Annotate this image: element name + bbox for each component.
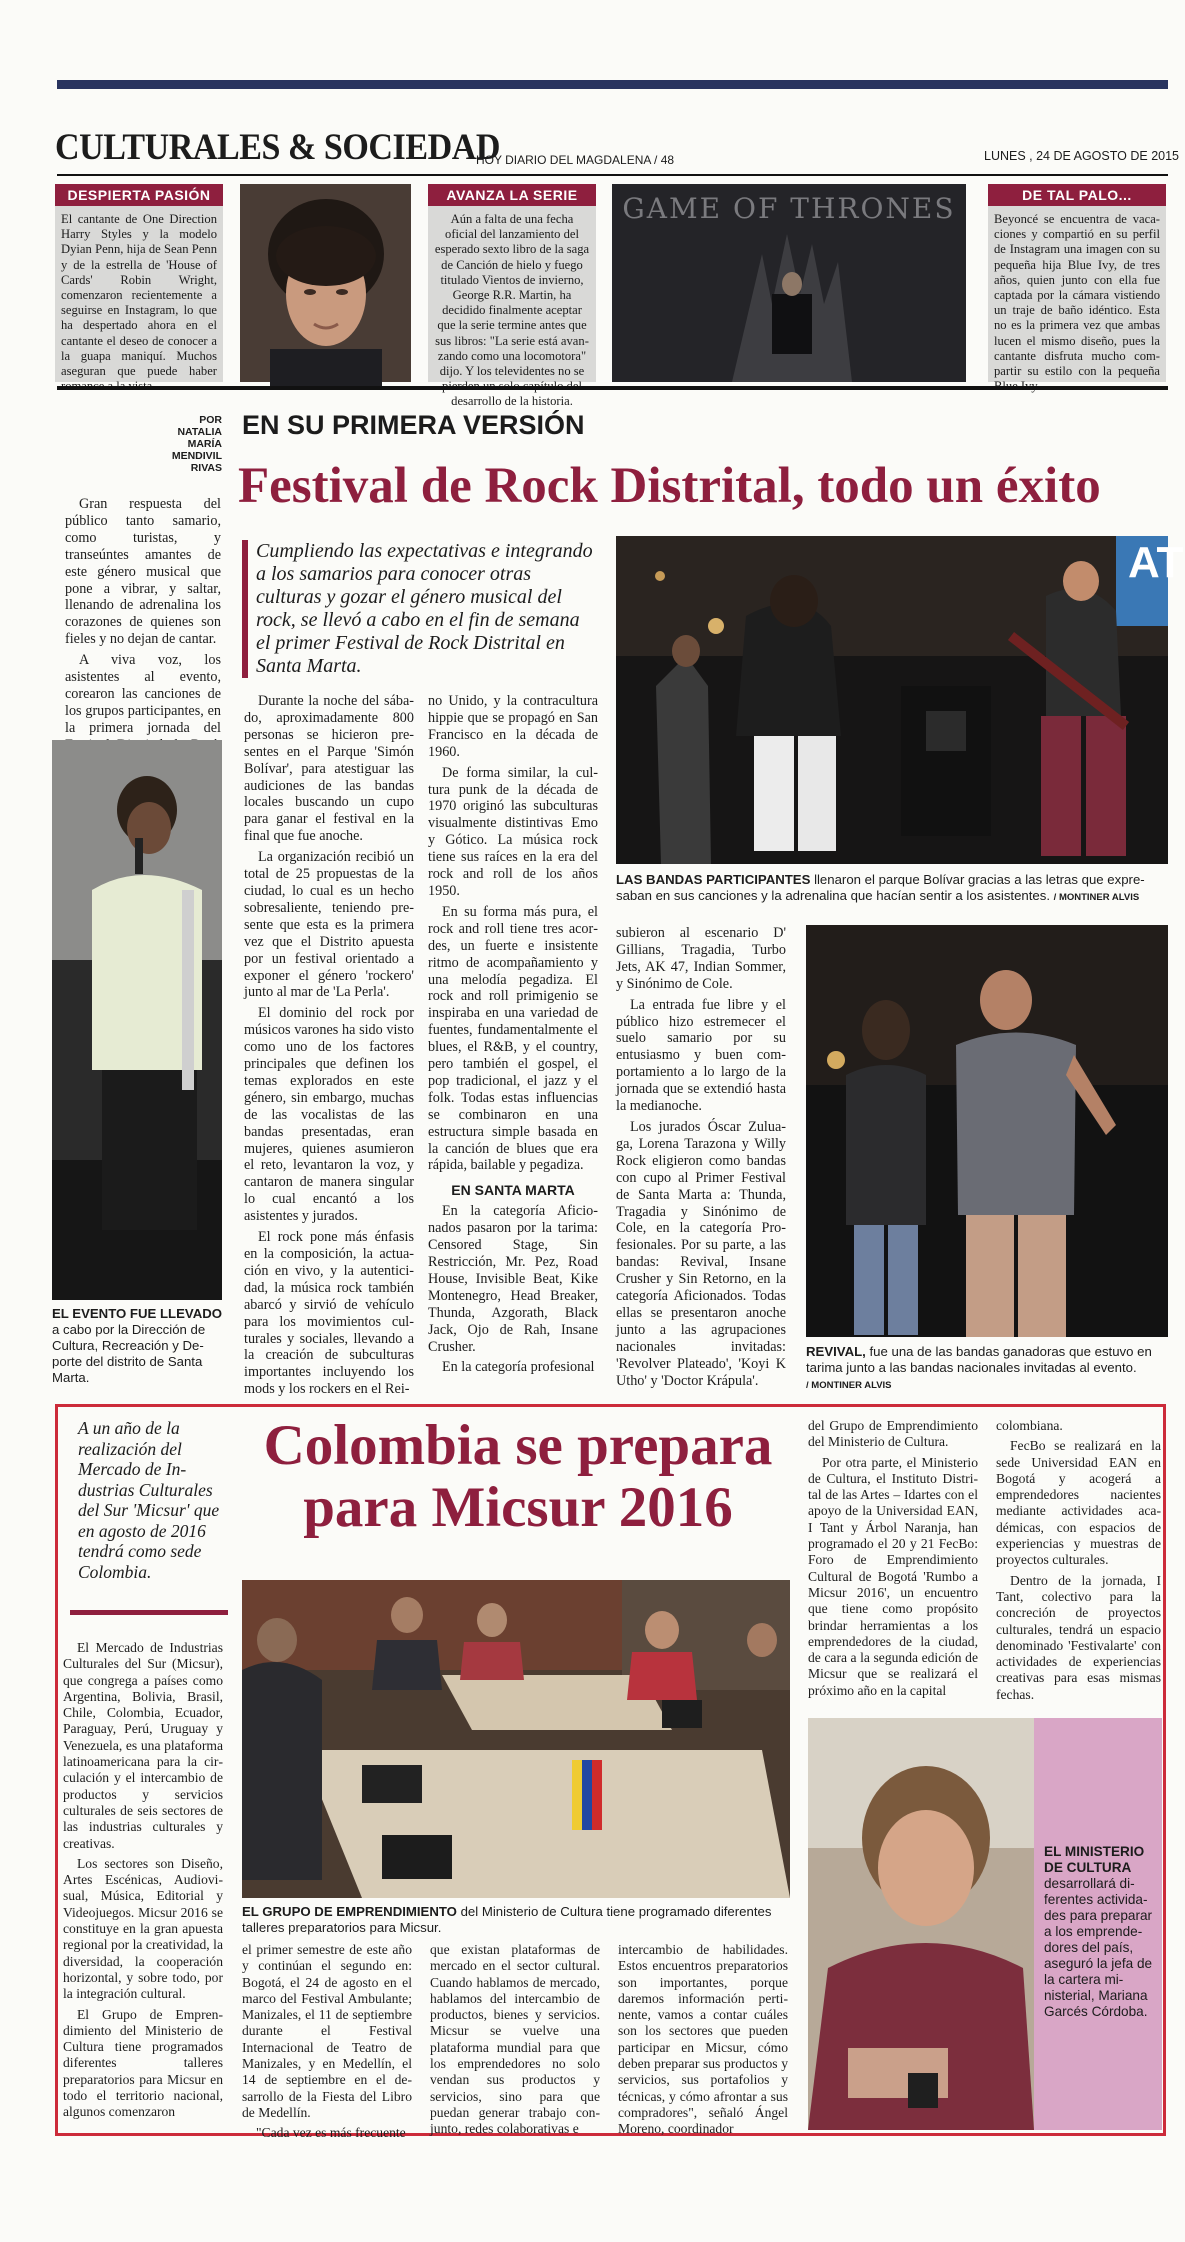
minister-photo <box>808 1718 1034 2130</box>
body-paragraph: Durante la noche del sábado, aproximadamente 800 personas se hicieron presentes en el Parque 'Simón Bolívar', para atestiguar las audiciones de las bandas locales buscando un cupo para ganar el festival en la final que fue anoche. <box>244 693 414 845</box>
caption-right <box>806 1344 1168 1394</box>
body-paragraph: En su forma más pura, el rock and roll tiene tres acordes, un fuerte e insistente ritmo de acompañamiento y una melodía pegadiza. El rock and roll primigenio se inspiraba en una variedad de fuentes, fundamentalmente el blues, el R&B, y el country, pero también el gospel, el pop tradicional, el jazz y el folk. Todas estas influencias se combinaron en una estructura simple basada en la canción de blues que era rápida, bailable y pegadiza. <box>428 903 598 1174</box>
byline: POR NATALIA MARÍA MENDIVIL RIVAS <box>171 414 222 474</box>
caption-top-text: llenaron el parque Bolívar gracias a las letras que expresaban en sus canciones y la adrenalina que hacían sentir a los asistentes. <box>616 872 1145 903</box>
kicker: EN SU PRIMERA VERSIÓN <box>242 410 585 440</box>
header-rule <box>57 174 1168 176</box>
body-paragraph: El rock pone más énfasis en la composición, la actuación en vivo, y la autenticidad, la música rock también abarcó y sirvió de vehículo para los movimientos culturales y sociales, llevando a la creación de subculturas importantes incluyendo los mods y los rockers en el Rei- <box>244 1229 414 1398</box>
teaser-3-title: DE TAL PALO... <box>988 184 1166 206</box>
article2-col-left <box>63 1640 223 2125</box>
body-paragraph: La entrada fue libre y el público hizo estremecer el suelo samario por su entusiasmo y buen comportamiento a lo largo de la jornada que se extendió hasta la medianoche. <box>616 996 786 1115</box>
minister-caption-box <box>1034 1718 1162 2130</box>
article2-title-line1: Colombia se prepara <box>263 1414 773 1477</box>
article2-col-a <box>242 1942 412 2146</box>
body-paragraph: que existan plataformas de mercado en el sector cultural. Cuando hablamos de mercado, hablamos del intercambio de productos, bienes y servicios. Micsur se vuelve una plataforma mundial para que los emprendedores no solo vendan sus productos y servicios, sino para que puedan generar trabajo conjunto, redes colaborativas e <box>430 1942 600 2137</box>
section-title: CULTURALES & SOCIEDAD <box>55 127 500 168</box>
article2-col-c <box>618 1942 788 2142</box>
caption-woman-text: desarrollará diferentes actividades para preparar a los emprendedores del país, aseguró la jefa de la cartera ministerial, Mariana Garcés Córdoba. <box>1044 1876 1153 2019</box>
teaser-rule <box>57 386 1168 390</box>
caption-meeting-text: del Ministerio de Cultura tiene programado diferentes talleres preparatorios para Micsur. <box>242 1904 772 1935</box>
caption-top <box>616 872 1168 906</box>
caption-left-text: a cabo por la Dirección de Cultura, Recreación y Deporte del distrito de Santa Marta. <box>52 1322 206 1385</box>
article1-intro <box>65 496 221 775</box>
photo-credit: / MONTINER ALVIS <box>1053 892 1140 903</box>
teaser-2-text: Aún a falta de una fecha oficial del lanzamiento del esperado sexto libro de la saga de Canción de hielo y fuego titulado Vientos de invierno, George R.R. Martin, ha decidido finalmente aceptar que la serie termine antes que sus libros: "La serie está avanzando como una locomotora" dijo. Y los televidentes no se desarrollo de la historia. <box>428 206 596 382</box>
article1-title: Festival de Rock Distrital, todo un éxito <box>238 458 1101 514</box>
article2-col-d <box>808 1418 978 1703</box>
teaser-1 <box>55 184 223 380</box>
caption-left <box>52 1306 224 1386</box>
subhead: EN SANTA MARTA <box>451 1182 575 1199</box>
body-paragraph: El Mercado de Industrias Culturales del Sur (Micsur), que congrega a países como Argentina, Bolivia, Brasil, Chile, Colombia, Ecuador, Paraguay, Perú, Uruguay y Venezuela, es una plataforma latinoamericana para la circulación y el intercambio de productos y servicios culturales de seis sectores de las industrias culturales y creativas. <box>63 1640 223 1851</box>
body-paragraph: "Cada vez es más frecuente <box>256 2125 406 2141</box>
body-paragraph: Dentro de la jornada, I Tant, colectivo para la concreción de proyectos culturales, tendrá un espacio denominado 'Festivalarte' con actividades de experiencias creativas para esas mismas fechas. <box>996 1572 1161 1702</box>
singer-left-photo <box>52 740 222 1300</box>
teaser-3-text: Beyoncé se encuentra de vacaciones y compartió en su perfil de Instagram una imagen con su pequeña hija Blue Ivy, de tres años, quien junto con ella fue captada por la cámara vistiendo un traje de baño idéntico. Esta no es la primera vez que ambas lucen el mismo diseño, pues la cantante disfruta mucho compartir su estilo con la pequeña <box>988 206 1166 382</box>
harry-styles-photo <box>240 184 411 382</box>
caption-right-lead: REVIVAL, <box>806 1344 866 1359</box>
body-paragraph: De forma similar, la cultura punk de la década de 1970 originó las subculturas visualmente distintivas Emo y Gótico. La música rock tiene sus raíces en la era del rock and roll de los años 1950. <box>428 764 598 899</box>
article1-deck: Cumpliendo las expectativas e integrando a los samarios para conocer otras culturas y gozar el género musical del rock, se llevó a cabo en el fin de semana el primer Festival de Rock Distrital en Santa Marta. <box>256 540 593 677</box>
deck-bar <box>242 540 248 678</box>
article1-col1 <box>244 693 414 1402</box>
got-logo: GAME OF THRONES <box>622 192 956 225</box>
body-paragraph: El dominio del rock por músicos varones ha sido visto como uno de los factores principales que definen los temas explorados en este género, sin embargo, muchas de las vocalistas de las bandas presentadas, eran mujeres, quienes asumieron el reto, levantaron la voz, y cantaron de manera singular lo cual encantó a los asistentes y jurados. <box>244 1005 414 1225</box>
body-paragraph: El Grupo de Emprendimiento del Ministerio de Cultura tiene programados diferentes talleres preparatorios para Micsur en todo el territorio nacional, algunos comenzaron <box>63 2006 223 2120</box>
body-paragraph: colombiana. <box>996 1418 1063 1433</box>
caption-meeting <box>242 1904 790 1936</box>
caption-woman-lead: EL MINISTERIO DE CULTURA <box>1044 1844 1145 1875</box>
issue-date: LUNES , 24 DE AGOSTO DE 2015 <box>984 149 1179 163</box>
body-paragraph: Por otra parte, el Ministerio de Cultura, el Instituto Distrital de las Artes – Idartes con el apoyo de la Universidad EAN, I Tant y Árbol Naranja, han programado el 20 y 21 FecBo: Foro de Emprendimiento Cultural de Bogotá 'Rumbo a Micsur 2016', un encuentro que tiene como propósito brindar herramientas a los emprendedores de la ciudad, de cara a la segunda edición de Micsur que se realizará el próximo año en la capital <box>808 1454 978 1698</box>
body-paragraph: Los jurados Óscar Zuluaga, Lorena Tarazona y Willy Rock eligieron como bandas con cupo al Primer Festival de Santa Marta a: Thunda, Tragadia y Sinónimo de Cole, en la categoría Profesionales. Por su parte, a las bandas: Revival, Insane Crusher y Sin Retorno, en la categoría Aficionados. Todas ellas se presentaron anoche junto a las agrupaciones nacionales invitadas: 'Revolver Plateado', 'Koyi K Utho' y 'Doctor Krápula'. <box>616 1118 786 1389</box>
paper-name: HOY DIARIO DEL MAGDALENA / 48 <box>476 153 675 167</box>
game-of-thrones-photo <box>612 184 966 382</box>
banner-text: AT <box>1128 538 1184 587</box>
meeting-photo <box>242 1580 790 1898</box>
teaser-2-title: AVANZA LA SERIE <box>428 184 596 206</box>
body-paragraph: no Unido, y la contracultura hippie que se propagó en San Francisco en la década de 1960. <box>428 693 598 760</box>
body-paragraph: FecBo se realizará en la sede Universidad EAN en Bogotá y acogerá a emprendedores nacientes mediante actividades académicas, con espacios de experiencias y muestras de proyectos culturales. <box>996 1438 1161 1568</box>
photo-credit: / MONTINER ALVIS <box>806 1380 892 1391</box>
intro-paragraph: A viva voz, los asistentes al evento, corearon las canciones de los grupos participantes, en la primera jornada del <box>65 652 221 736</box>
intro-paragraph: Gran respuesta del público tanto samario, como turistas, y transeúntes amantes de este género musical que pone a vibrar, y saltar, llenando de adrenalina los corazones de quienes son fieles y no dejan de cantar. <box>65 496 221 648</box>
body-paragraph: La organización recibió un total de 25 propuestas de la ciudad, lo cual es un hecho sobresaliente, teniendo presente que esta es la primera vez que el Distrito apuesta por un festival orientado a exponer el género 'rockero' junto al mar de 'La Perla'. <box>244 849 414 1001</box>
teaser-2 <box>428 184 596 409</box>
caption-meeting-lead: EL GRUPO DE EMPRENDIMIENTO <box>242 1904 457 1919</box>
article1-col2 <box>428 693 598 1380</box>
caption-left-lead: EL EVENTO FUE LLEVADO <box>52 1306 222 1321</box>
body-paragraph: el primer semestre de este año y continúan el segundo en: Bogotá, el 24 de agosto en el marco del Festival Ambulante; Manizales, el 11 de septiembre durante el Festival Internacional de Teatro de Manizales, y en Medellín, el 14 de septiembre en el desarrollo de la Fiesta del Libro de Medellín. <box>242 1942 412 2120</box>
article2-col-b <box>430 1942 600 2142</box>
body-paragraph: del Grupo de Emprendimiento del Ministerio de Cultura. <box>808 1418 978 1450</box>
body-paragraph: subieron al escenario D' Gillians, Tragadia, Turbo Jets, AK 47, Indian Sommer, y Sinónimo de Cole. <box>616 925 786 992</box>
article2-col-e <box>996 1418 1161 1707</box>
body-paragraph: En la categoría Aficionados pasaron por la tarima: Censored Stage, Sin Restricción, Mr. Pez, Road House, Invisible Beat, Kike Montenegro, Head Breaker, Thunda, Azgorath, Black Jack, Ojo de Rah, Insane Crusher. <box>428 1203 598 1355</box>
body-paragraph: Los sectores son Diseño, Artes Escénicas, Audiovisual, Música, Editorial y Videojuegos. Micsur 2016 se constituye en la gran apuesta regional por la creatividad, la diversidad, la cooperación horizontal, y sobre todo, por la integración cultural. <box>63 1855 223 2002</box>
body-paragraph: intercambio de habilidades. Estos encuentros preparatorios son importantes, porque daremos información pertinente, vamos a contar cuáles son los sectores que pueden participar en Micsur, cómo deben preparar sus productos y servicios, sus portafolios y técnicas, y cómo afrontar a sus compradores", señaló Ángel Moreno, coordinador <box>618 1942 788 2137</box>
teaser-1-text: El cantante de One Direction Harry Styles y la modelo Dyian Penn, hija de Sean Penn y de la estrella de 'House of Cards' Robin Wright, comenzaron recientemente a seguirse en Instagram, lo que ha despertado ahora en el cantante el deseo de conocer a la guapa maniquí. Muchos aseguran que puede haber <box>55 206 223 382</box>
revival-band-photo <box>806 925 1168 1337</box>
teaser-3 <box>988 184 1166 380</box>
deck-underline <box>70 1610 228 1615</box>
caption-top-lead: LAS BANDAS PARTICIPANTES <box>616 872 811 887</box>
article2-title-line2: para Micsur 2016 <box>303 1476 733 1539</box>
body-paragraph: En la categoría profesional <box>442 1359 595 1376</box>
article2-deck: A un año de la realización del Mercado de Industrias Culturales del Sur 'Micsur' que en agosto de 2016 tendrá como sede Colombia. <box>78 1418 220 1582</box>
article1-col3 <box>616 925 786 1393</box>
top-color-bar <box>57 80 1168 89</box>
teaser-1-title: DESPIERTA PASIÓN <box>55 184 223 206</box>
bands-stage-photo <box>616 536 1184 864</box>
caption-woman <box>1034 1718 1162 2020</box>
caption-right-text: fue una de las bandas ganadoras que estuvo en tarima junto a las bandas nacionales invitadas al evento. <box>806 1344 1152 1375</box>
